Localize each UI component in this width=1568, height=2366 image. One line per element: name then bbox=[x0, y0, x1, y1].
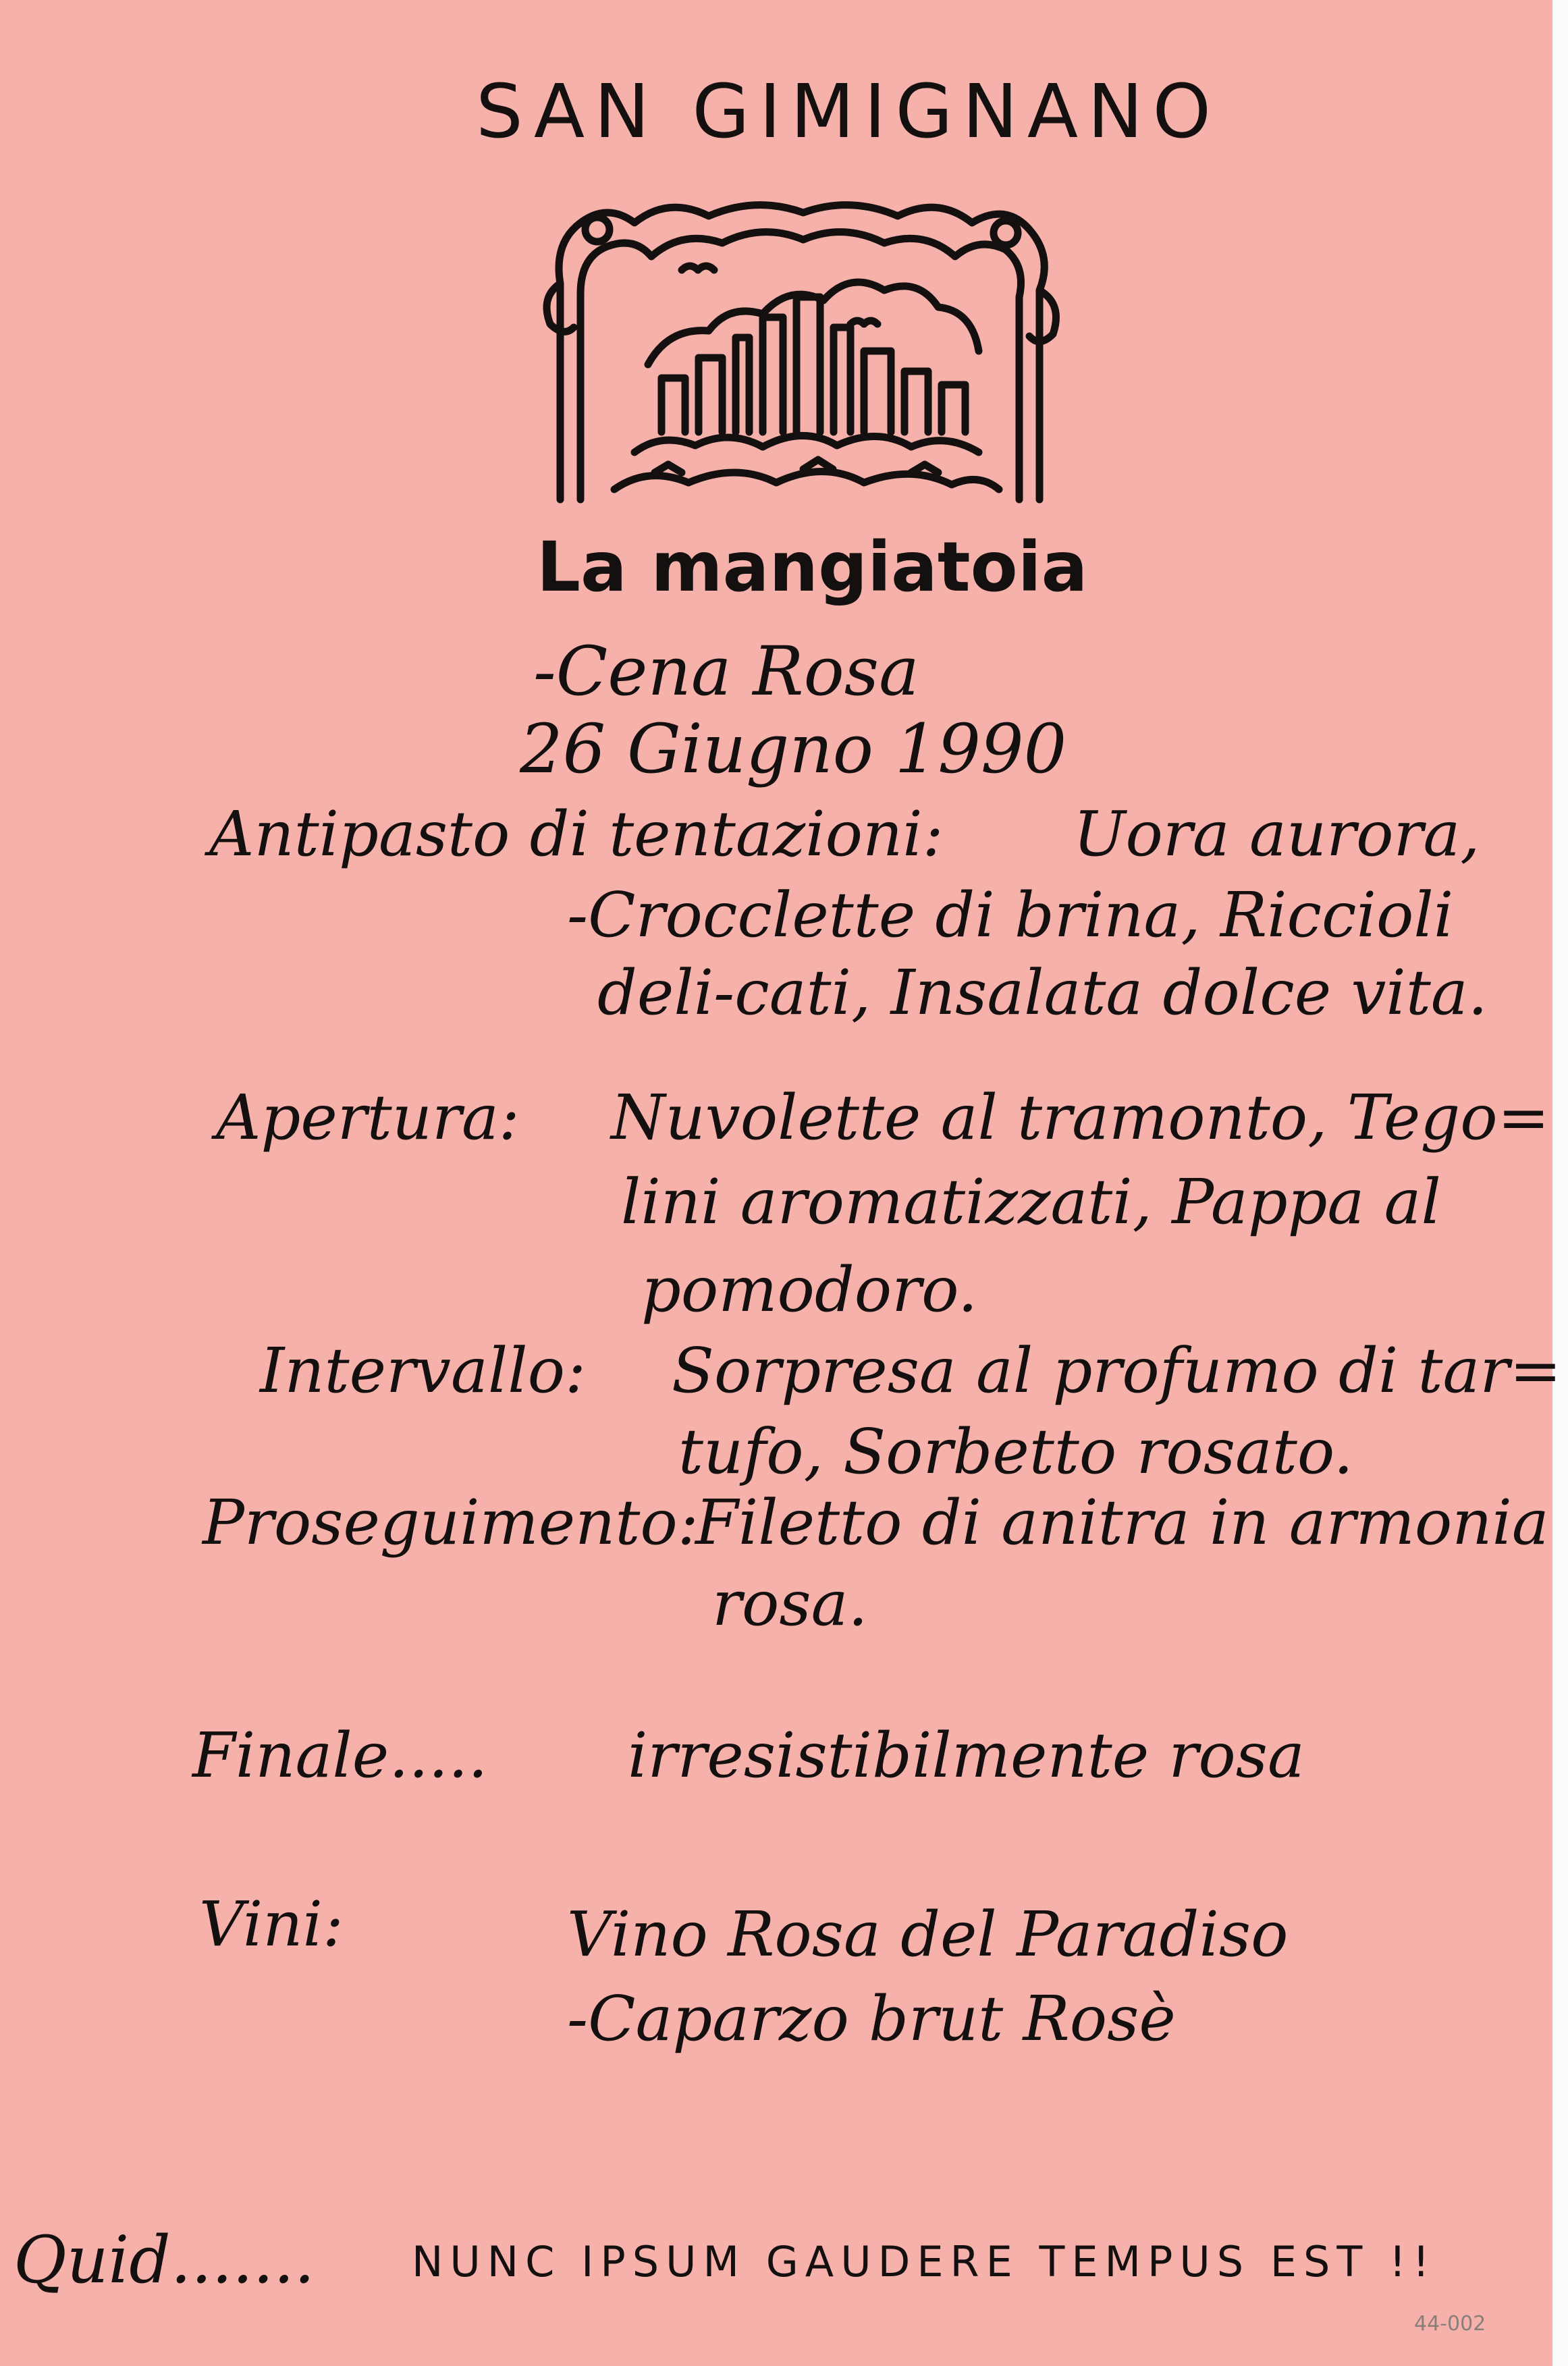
closing-motto: NUNC IPSUM GAUDERE TEMPUS EST !! bbox=[412, 2237, 1436, 2286]
course-vini-line: -Caparzo brut Rosè bbox=[567, 1983, 1176, 2055]
course-antipasto-line: deli-cati, Insalata dolce vita. bbox=[597, 957, 1488, 1029]
course-finale-label: Finale..... bbox=[192, 1719, 488, 1792]
course-antipasto-line: Uora aurora, bbox=[1073, 798, 1480, 870]
course-apertura-label: Apertura: bbox=[216, 1081, 520, 1154]
town-heading: SAN GIMIGNANO bbox=[476, 68, 1221, 155]
archive-number: 44-002 bbox=[1414, 2312, 1486, 2336]
course-intervallo-label: Intervallo: bbox=[260, 1335, 587, 1407]
course-vini-line: Vino Rosa del Paradiso bbox=[567, 1898, 1289, 1970]
scan-margin bbox=[1552, 0, 1568, 2366]
course-antipasto-label: Antipasto di tentazioni: bbox=[209, 798, 944, 870]
tower-skyline-logo bbox=[533, 182, 1073, 520]
closing-word: Quid....... bbox=[13, 2222, 315, 2298]
event-name: -Cena Rosa bbox=[533, 632, 919, 711]
course-apertura-line: Nuvolette al tramonto, Tego= bbox=[611, 1081, 1550, 1154]
course-proseguimento-line: rosa. bbox=[712, 1567, 868, 1640]
course-intervallo-line: Sorpresa al profumo di tar= bbox=[672, 1335, 1562, 1407]
course-vini-label: Vini: bbox=[199, 1888, 344, 1960]
course-intervallo-line: tufo, Sorbetto rosato. bbox=[678, 1416, 1353, 1488]
course-antipasto-line: -Crocclette di brina, Riccioli bbox=[567, 879, 1454, 951]
course-finale-line: irresistibilmente rosa bbox=[628, 1719, 1305, 1792]
restaurant-name: La mangiatoia bbox=[537, 527, 1088, 608]
event-date: 26 Giugno 1990 bbox=[520, 709, 1067, 788]
course-apertura-line: pomodoro. bbox=[641, 1254, 978, 1326]
course-proseguimento-line: Filetto di anitra in armonia bbox=[695, 1486, 1549, 1559]
course-proseguimento-label: Proseguimento: bbox=[202, 1486, 699, 1559]
course-apertura-line: lini aromatizzati, Pappa al bbox=[621, 1166, 1441, 1238]
